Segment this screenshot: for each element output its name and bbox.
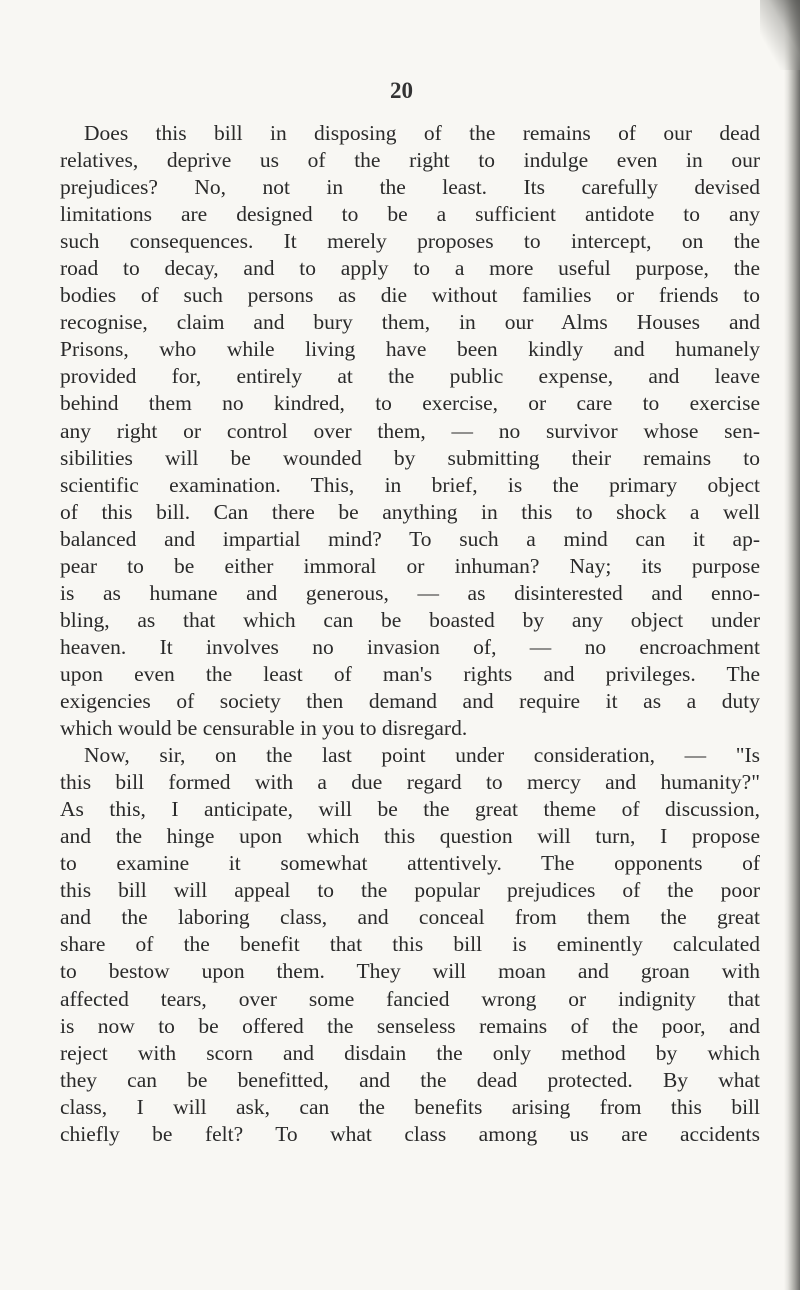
text-line: such consequences. It merely proposes to intercept, on the — [60, 229, 760, 254]
text-line: limitations are designed to be a sufficient antidote to any — [60, 202, 760, 227]
text-line: Does this bill in disposing of the remains of our dead — [84, 121, 760, 145]
text-line: which would be censurable in you to disregard. — [60, 716, 468, 741]
text-line: recognise, claim and bury them, in our Alms Houses and — [60, 310, 760, 335]
text-line: exigencies of society then demand and require it as a duty — [60, 688, 760, 713]
text-line: chiefly be felt? To what class among us are accidents — [60, 1121, 760, 1146]
text-line: of this bill. Can there be anything in this to shock a well — [60, 499, 760, 524]
page-number: 20 — [390, 78, 413, 103]
text-line: balanced and impartial mind? To such a mind can it ap- — [60, 526, 760, 551]
text-line: and the hinge upon which this question will turn, I propose — [60, 824, 760, 849]
text-line: As this, I anticipate, will be the great theme of discussion, — [60, 797, 760, 822]
text-line: affected tears, over some fancied wrong or indignity that — [60, 986, 760, 1011]
text-line: this bill formed with a due regard to mercy and humanity?" — [60, 770, 760, 795]
page-edge-shadow — [784, 0, 800, 1290]
text-line: and the laboring class, and conceal from them the great — [60, 905, 760, 930]
text-line: to examine it somewhat attentively. The opponents of — [60, 851, 760, 876]
text-line: upon even the least of man's rights and privileges. The — [60, 661, 760, 686]
body-text — [60, 120, 760, 1148]
text-line: is as humane and generous, — as disinterested and enno- — [60, 580, 760, 605]
text-line: this bill will appeal to the popular prejudices of the poor — [60, 878, 760, 903]
text-line: pear to be either immoral or inhuman? Nay; its purpose — [60, 553, 760, 578]
text-line: heaven. It involves no invasion of, — no encroachment — [60, 634, 760, 659]
text-line: Now, sir, on the last point under consideration, — "Is — [84, 743, 760, 768]
text-line: Prisons, who while living have been kindly and humanely — [60, 337, 760, 362]
text-line: they can be benefitted, and the dead protected. By what — [60, 1067, 760, 1092]
text-line: scientific examination. This, in brief, is the primary object — [60, 472, 760, 497]
text-line: prejudices? No, not in the least. Its carefully devised — [60, 175, 760, 200]
text-line: is now to be offered the senseless remains of the poor, and — [60, 1013, 760, 1038]
text-line: provided for, entirely at the public expense, and leave — [60, 364, 760, 389]
text-line: road to decay, and to apply to a more useful purpose, the — [60, 256, 760, 281]
text-line: sibilities will be wounded by submitting their remains to — [60, 445, 760, 470]
text-line: bodies of such persons as die without families or friends to — [60, 283, 760, 308]
text-line: share of the benefit that this bill is eminently calculated — [60, 932, 760, 957]
text-line: reject with scorn and disdain the only method by which — [60, 1040, 760, 1065]
text-line: bling, as that which can be boasted by any object under — [60, 607, 760, 632]
page-corner-shadow — [760, 0, 800, 70]
text-line: class, I will ask, can the benefits arising from this bill — [60, 1094, 760, 1119]
text-line: behind them no kindred, to exercise, or care to exercise — [60, 391, 760, 416]
text-line: any right or control over them, — no survivor whose sen- — [60, 418, 760, 443]
text-line: to bestow upon them. They will moan and groan with — [60, 959, 760, 984]
text-line: relatives, deprive us of the right to indulge even in our — [60, 148, 760, 173]
